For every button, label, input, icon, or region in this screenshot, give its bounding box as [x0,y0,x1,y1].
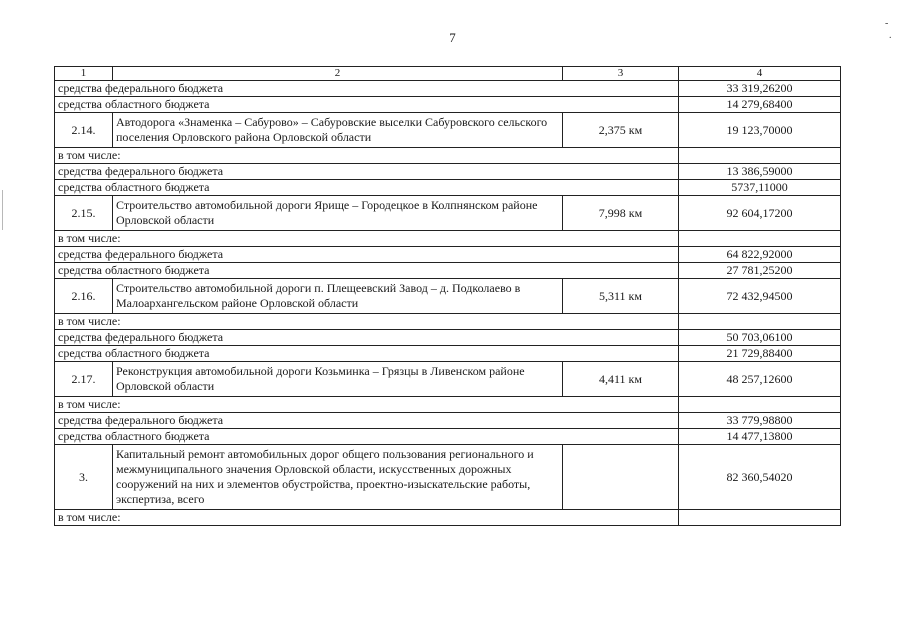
header-cell: 1 [55,67,113,81]
funding-source-row [55,180,841,196]
corner-mark: . [889,30,892,41]
funding-source-label: средства федерального бюджета [55,164,679,180]
amount-cell: 92 604,17200 [679,196,841,231]
project-number: 2.16. [55,279,113,314]
funding-source-row [55,247,841,263]
project-length [563,445,679,510]
scan-edge-mark [2,190,3,230]
amount-cell [679,148,841,164]
amount-cell: 27 781,25200 [679,263,841,279]
funding-source-label: средства федерального бюджета [55,81,679,97]
amount-cell [679,510,841,526]
funding-source-label: средства областного бюджета [55,346,679,362]
funding-source-label: средства федерального бюджета [55,330,679,346]
header-cell: 4 [679,67,841,81]
budget-table [54,66,841,526]
funding-source-label: средства областного бюджета [55,263,679,279]
amount-cell: 13 386,59000 [679,164,841,180]
funding-source-row [55,510,841,526]
funding-source-row [55,81,841,97]
header-cell: 2 [113,67,563,81]
funding-source-row [55,97,841,113]
funding-source-row [55,231,841,247]
funding-source-row [55,330,841,346]
project-length: 7,998 км [563,196,679,231]
funding-source-row [55,263,841,279]
project-name: Строительство автомобильной дороги Ярище – Городецкое в Колпнянском районе Орловской области [113,196,563,231]
corner-mark: - [885,18,889,29]
amount-cell: 14 477,13800 [679,429,841,445]
table-body [55,67,841,526]
funding-source-row [55,413,841,429]
amount-cell: 50 703,06100 [679,330,841,346]
funding-source-row [55,164,841,180]
funding-source-label: в том числе: [55,314,679,330]
project-number: 2.14. [55,113,113,148]
amount-cell: 48 257,12600 [679,362,841,397]
project-length: 4,411 км [563,362,679,397]
funding-source-label: средства федерального бюджета [55,247,679,263]
funding-source-label: средства областного бюджета [55,180,679,196]
table-header-row [55,67,841,81]
funding-source-label: средства федерального бюджета [55,413,679,429]
road-project-row [55,279,841,314]
project-name: Строительство автомобильной дороги п. Плещеевский Завод – д. Подколаево в Малоархангельском районе Орловской области [113,279,563,314]
amount-cell: 19 123,70000 [679,113,841,148]
amount-cell [679,231,841,247]
road-project-row [55,445,841,510]
project-number: 2.17. [55,362,113,397]
page-number: 7 [449,30,456,45]
funding-source-label: в том числе: [55,148,679,164]
amount-cell [679,314,841,330]
funding-source-row [55,314,841,330]
project-name: Автодорога «Знаменка – Сабурово» – Сабуровские выселки Сабуровского сельского поселения Орловского района Орловской области [113,113,563,148]
funding-source-row [55,429,841,445]
amount-cell: 21 729,88400 [679,346,841,362]
amount-cell: 64 822,92000 [679,247,841,263]
project-number: 2.15. [55,196,113,231]
funding-source-label: в том числе: [55,397,679,413]
funding-source-label: средства областного бюджета [55,97,679,113]
funding-source-label: в том числе: [55,510,679,526]
road-project-row [55,196,841,231]
funding-source-row [55,397,841,413]
funding-source-label: в том числе: [55,231,679,247]
amount-cell: 82 360,54020 [679,445,841,510]
amount-cell: 72 432,94500 [679,279,841,314]
funding-source-label: средства областного бюджета [55,429,679,445]
header-cell: 3 [563,67,679,81]
amount-cell: 33 779,98800 [679,413,841,429]
amount-cell: 5737,11000 [679,180,841,196]
road-project-row [55,362,841,397]
project-name: Капитальный ремонт автомобильных дорог общего пользования регионального и межмуниципального значения Орловской области, искусственных дорожных сооружений на них и элементов обустройства, проектно-изыскательские работы, экспертиза, всего [113,445,563,510]
road-project-row [55,113,841,148]
funding-source-row [55,148,841,164]
project-length: 5,311 км [563,279,679,314]
amount-cell [679,397,841,413]
amount-cell: 33 319,26200 [679,81,841,97]
project-name: Реконструкция автомобильной дороги Козьминка – Грязцы в Ливенском районе Орловской области [113,362,563,397]
funding-source-row [55,346,841,362]
amount-cell: 14 279,68400 [679,97,841,113]
project-length: 2,375 км [563,113,679,148]
project-number: 3. [55,445,113,510]
